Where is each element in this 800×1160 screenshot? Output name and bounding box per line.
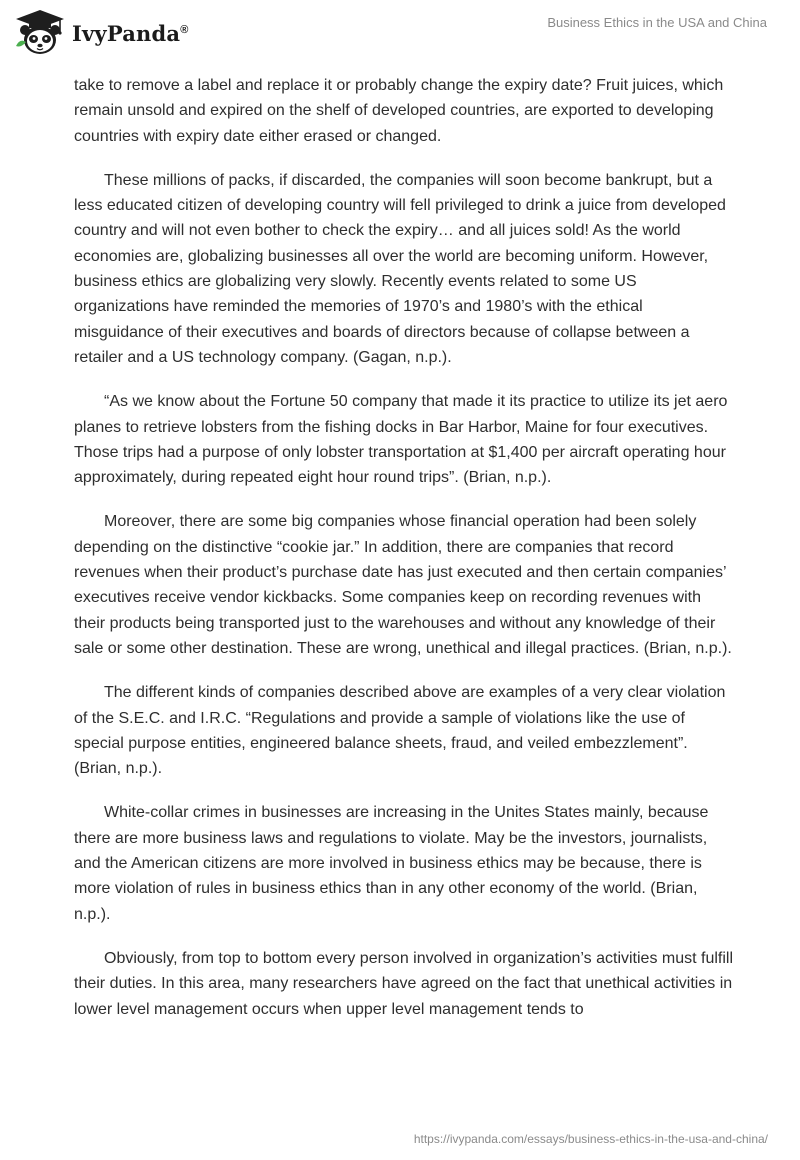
paragraph-5: The different kinds of companies described above are examples of a very clear violation of the S.E.C. and I.R.C. “Regulations and provide a sample of violations like the use of special purpose entities, engineered balance sheets, fraud, and veiled embezzlement”. (Brian, n.p.).: [74, 684, 726, 778]
paragraph-1: take to remove a label and replace it or probably change the expiry date? Fruit juices, which remain unsold and expired on the shelf of developed countries, are exported to developing countries with expiry date either erased or changed.: [74, 77, 724, 145]
paragraph-3: “As we know about the Fortune 50 company that made it its practice to utilize its jet aero planes to retrieve lobsters from the fishing docks in Bar Harbor, Maine for four executives. Those trips had a purpose of only lobster transportation at $1,400 per aircraft operating hour approximately, during repeated eight hour round trips”. (Brian, n.p.).: [74, 393, 728, 487]
registered-mark: ®: [180, 23, 189, 36]
source-url[interactable]: https://ivypanda.com/essays/business-ethics-in-the-usa-and-china/: [413, 1132, 768, 1146]
document-title: Business Ethics in the USA and China: [547, 15, 767, 30]
paragraph-6: White-collar crimes in businesses are increasing in the Unites States mainly, because there are more business laws and regulations to violate. May be the investors, journalists, and the American citizens are more involved in business ethics may be because, there is more violation of rules in business ethics than in any other economy of the world. (Brian, n.p.).: [74, 804, 709, 923]
essay-body: [74, 73, 734, 1041]
page-header: [0, 0, 800, 62]
panda-graduate-icon: [14, 8, 66, 56]
paragraph-4: Moreover, there are some big companies whose financial operation had been solely depending on the distinctive “cookie jar.” In addition, there are companies that record revenues when their product’s purchase date has just executed and then certain companies’ executives receive vendor kickbacks. Some companies keep on recording revenues with their products being transported just to the warehouses and without any knowledge of their sale or some other destination. These are wrong, unethical and illegal practices. (Brian, n.p.).: [74, 513, 732, 657]
paragraph-7: Obviously, from top to bottom every person involved in organization’s activities must fulfill their duties. In this area, many researchers have agreed on the fact that unethical activities in lower level management occurs when upper level management tends to: [74, 949, 734, 1018]
logo-wordmark: IvyPanda®: [72, 20, 189, 46]
site-logo[interactable]: [14, 8, 189, 56]
paragraph-2: These millions of packs, if discarded, the companies will soon become bankrupt, but a less educated citizen of developing country will fell privileged to drink a juice from developed country and will not even bother to check the expiry… and all juices sold! As the world economies are, globalizing businesses all over the world are becoming uniform. However, business ethics are globalizing very slowly. Recently events related to some US organizations have reminded the memories of 1970’s and 1980’s with the ethical misguidance of their executives and boards of directors because of collapse between a retailer and a US technology company. (Gagan, n.p.).: [74, 171, 726, 366]
